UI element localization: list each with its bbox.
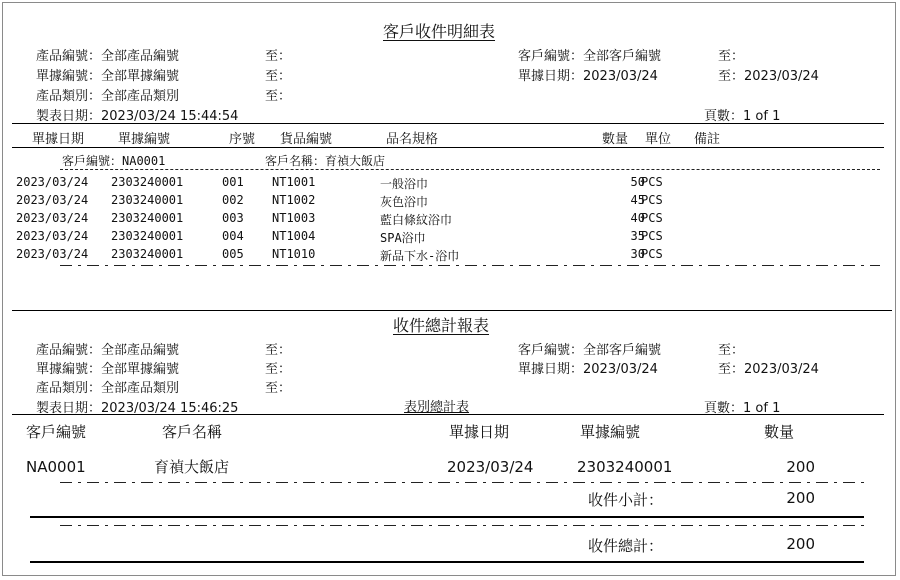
summary-filter-doc-to: 至： [265,362,292,377]
row-seq: 002 [222,193,244,207]
detail-filter-doc-to: 至： [265,69,292,84]
total-label: 收件總計： [588,537,664,555]
row-name: 一般浴巾 [380,177,429,191]
summary-col-qty: 數量 [764,423,795,441]
summary-filter-date-to: 至：2023/03/24 [718,362,819,377]
row-item: NT1004 [272,229,316,243]
summary-filter-product-to: 至： [265,343,292,358]
summary-filter-doc: 單據編號：全部單據編號 [36,362,180,377]
row-seq: 001 [222,175,244,189]
row-item: NT1001 [272,175,316,189]
row-name: 藍白條紋浴巾 [380,213,453,227]
detail-header-top-rule [12,123,884,124]
detail-col-date: 單據日期 [32,132,85,147]
detail-col-unit: 單位 [645,132,672,147]
summary-row-name: 育禎大飯店 [154,458,230,476]
row-doc: 2303240001 [111,247,184,261]
summary-filter-customer-to: 至： [718,343,745,358]
row-doc: 2303240001 [111,175,184,189]
row-unit: PCS [641,175,663,189]
detail-col-qty: 數量 [602,132,629,147]
row-unit: PCS [641,193,663,207]
summary-row-date: 2023/03/24 [447,458,534,476]
summary-title: 收件總計報表 [393,316,490,335]
row-qty: 40 [630,211,645,225]
row-seq: 003 [222,211,244,225]
row-date: 2023/03/24 [16,175,89,189]
row-date: 2023/03/24 [16,229,89,243]
subtotal-label: 收件小計： [588,491,664,509]
summary-print-date: 製表日期：2023/03/24 15:46:25 [36,401,239,416]
detail-filter-customer-to: 至： [718,49,745,64]
subtotal-rule [30,516,864,518]
row-date: 2023/03/24 [16,247,89,261]
detail-filter-date-to: 至：2023/03/24 [718,69,819,84]
summary-header-top-rule [12,414,884,415]
detail-filter-product: 產品編號：全部產品編號 [36,49,180,64]
total-divider [60,525,866,526]
row-qty: 35 [630,229,645,243]
summary-filter-date: 單據日期：2023/03/24 [518,362,658,377]
row-qty: 50 [630,175,645,189]
row-name: SPA浴巾 [380,231,426,245]
detail-col-remark: 備註 [694,132,721,147]
summary-row-divider [60,482,866,483]
row-item: NT1010 [272,247,316,261]
summary-col-doc: 單據編號 [580,423,641,441]
row-unit: PCS [641,211,663,225]
row-name: 灰色浴巾 [380,195,429,209]
row-date: 2023/03/24 [16,193,89,207]
detail-col-seq: 序號 [229,132,256,147]
summary-filter-product: 產品編號：全部產品編號 [36,343,180,358]
summary-col-id: 客戶編號 [26,423,87,441]
total-value: 200 [786,535,815,553]
row-date: 2023/03/24 [16,211,89,225]
subtotal-value: 200 [786,489,815,507]
row-seq: 004 [222,229,244,243]
row-unit: PCS [641,247,663,261]
detail-customer-name: 客戶名稱：育禎大飯店 [265,154,386,168]
row-qty: 45 [630,193,645,207]
detail-print-date: 製表日期：2023/03/24 15:44:54 [36,109,239,124]
detail-filter-product-to: 至： [265,49,292,64]
row-doc: 2303240001 [111,193,184,207]
detail-title: 客戶收件明細表 [383,22,496,41]
summary-col-date: 單據日期 [449,423,510,441]
summary-row-doc: 2303240001 [577,458,673,476]
summary-subtitle: 表別總計表 [404,400,470,415]
detail-filter-customer: 客戶編號：全部客戶編號 [518,49,662,64]
row-seq: 005 [222,247,244,261]
detail-page-number: 頁數：1 of 1 [704,109,781,124]
summary-row-id: NA0001 [26,458,86,476]
detail-col-doc: 單據編號 [118,132,171,147]
row-unit: PCS [641,229,663,243]
row-doc: 2303240001 [111,211,184,225]
summary-col-name: 客戶名稱 [162,423,223,441]
summary-page-number: 頁數：1 of 1 [704,401,781,416]
detail-filter-date: 單據日期：2023/03/24 [518,69,658,84]
total-rule [30,561,864,563]
row-item: NT1003 [272,211,316,225]
detail-filter-doc: 單據編號：全部單據編號 [36,69,180,84]
detail-end-divider [60,265,880,266]
row-qty: 30 [630,247,645,261]
row-name: 新品下水-浴巾 [380,249,460,263]
detail-header-bottom-rule [12,147,884,148]
summary-filter-customer: 客戶編號：全部客戶編號 [518,343,662,358]
section-separator [12,310,892,311]
summary-filter-category: 產品類別：全部產品類別 [36,381,180,396]
row-doc: 2303240001 [111,229,184,243]
detail-filter-category-to: 至： [265,89,292,104]
detail-col-item: 貨品編號 [280,132,333,147]
summary-filter-category-to: 至： [265,381,292,396]
detail-filter-category: 產品類別：全部產品類別 [36,89,180,104]
summary-row-qty: 200 [786,458,815,476]
detail-customer-divider [60,169,880,170]
detail-customer-id: 客戶編號：NA0001 [62,154,166,168]
row-item: NT1002 [272,193,316,207]
detail-col-name: 品名規格 [386,132,439,147]
